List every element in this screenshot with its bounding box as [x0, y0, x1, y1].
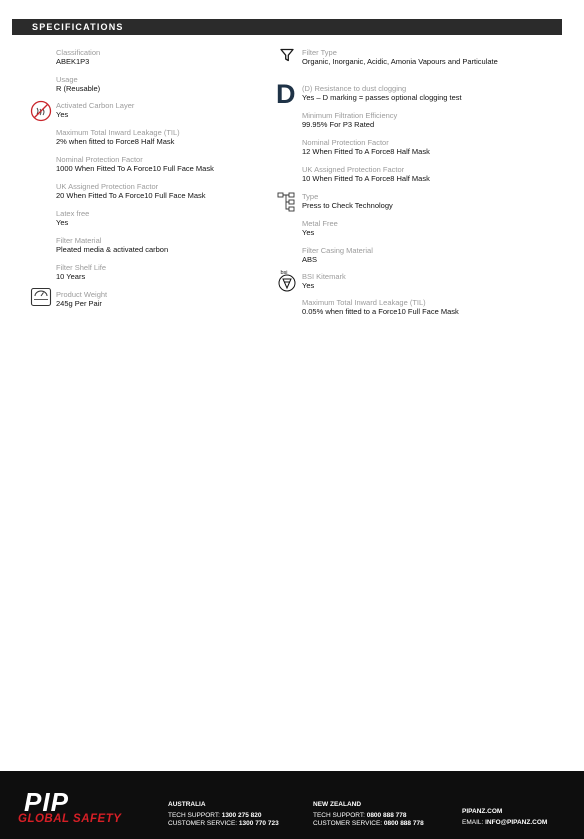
spec-value: 12 When Fitted To A Force8 Half Mask [302, 147, 430, 156]
footer-email[interactable]: EMAIL: INFO@PIPANZ.COM [462, 819, 548, 826]
spec-value: 10 When Fitted To A Force8 Half Mask [302, 174, 430, 183]
spec-value: Yes [302, 228, 315, 237]
logo-tagline: GLOBAL SAFETY [18, 813, 122, 825]
spec-value: Yes – D marking = passes optional clogging test [302, 93, 462, 102]
spec-nominal-protection [56, 155, 276, 182]
spec-label: Filter Casing Material [302, 246, 373, 255]
spec-value: 245g Per Pair [56, 299, 102, 308]
dust-clogging-d-icon: D [276, 79, 296, 109]
spec-value: R (Reusable) [56, 84, 101, 93]
footer-customer-service: CUSTOMER SERVICE: 1300 770 723 [168, 820, 279, 827]
spec-metal-free [302, 219, 532, 246]
spec-nominal-protection-half [302, 138, 532, 165]
spec-label: Latex free [56, 209, 90, 218]
spec-label: BSI Kitemark [302, 272, 346, 281]
spec-dust-clogging [276, 79, 532, 111]
logo-wordmark: PIP [24, 787, 69, 817]
spec-casing-material [302, 246, 532, 272]
spec-label: UK Assigned Protection Factor [302, 165, 405, 174]
spec-product-weight [56, 290, 276, 317]
spec-uk-assigned-half [302, 165, 532, 192]
spec-min-filtration [302, 111, 532, 138]
spec-value: ABS [302, 255, 318, 264]
weighing-scale-icon [30, 287, 52, 307]
spec-label: Maximum Total Inward Leakage (TIL) [302, 298, 426, 307]
spec-label: Classification [56, 48, 101, 57]
right-spec-column [276, 48, 532, 325]
spec-label: Filter Material [56, 236, 102, 245]
no-odour-icon [30, 100, 52, 122]
spec-label: Nominal Protection Factor [56, 155, 143, 164]
spec-value: Pleated media & activated carbon [56, 245, 169, 254]
spec-classification [56, 48, 276, 75]
filter-funnel-icon [280, 48, 294, 62]
spec-filter-material [56, 236, 276, 263]
spec-label: Filter Type [302, 48, 337, 57]
hierarchy-icon [277, 191, 297, 213]
spec-label: Minimum Filtration Efficiency [302, 111, 398, 120]
spec-value: ABEK1P3 [56, 57, 90, 66]
spec-label: (D) Resistance to dust clogging [302, 84, 407, 93]
spec-label: Usage [56, 75, 78, 84]
spec-max-til [56, 128, 276, 155]
spec-label: Metal Free [302, 219, 338, 228]
specifications-header [12, 19, 562, 35]
footer-region-title: AUSTRALIA [168, 801, 206, 808]
spec-label: Type [302, 192, 319, 201]
spec-label: Maximum Total Inward Leakage (TIL) [56, 128, 180, 137]
footer-website-link[interactable]: PIPANZ.COM [462, 808, 503, 815]
spec-value: Yes [56, 110, 69, 119]
spec-value: 99.95% For P3 Rated [302, 120, 375, 129]
spec-label: Filter Shelf Life [56, 263, 107, 272]
spec-type [302, 192, 532, 219]
footer-customer-service: CUSTOMER SERVICE: 0800 888 778 [313, 820, 424, 827]
footer-region-title: NEW ZEALAND [313, 801, 362, 808]
left-spec-column [56, 48, 276, 317]
footer-tech-support: TECH SUPPORT: 0800 888 778 [313, 812, 407, 819]
spec-value: 0.05% when fitted to a Force10 Full Face Mask [302, 307, 459, 316]
spec-bsi-kitemark [280, 270, 532, 298]
section-title: SPECIFICATIONS [32, 22, 124, 32]
spec-max-til-full [302, 298, 532, 325]
spec-label: Activated Carbon Layer [56, 101, 135, 110]
spec-shelf-life [56, 263, 276, 290]
bsi-kitemark-icon [276, 268, 298, 292]
pip-global-safety-logo [18, 787, 148, 827]
spec-label: Nominal Protection Factor [302, 138, 389, 147]
spec-uk-assigned-protection [56, 182, 276, 209]
spec-value: Yes [56, 218, 69, 227]
spec-latex-free [56, 209, 276, 236]
page-footer [0, 771, 584, 839]
spec-value: 20 When Fitted To A Force10 Full Face Mask [56, 191, 206, 200]
spec-filter-type [302, 48, 532, 84]
spec-value: Yes [302, 281, 315, 290]
footer-web-contacts [462, 808, 547, 827]
footer-tech-support: TECH SUPPORT: 1300 275 820 [168, 812, 262, 819]
spec-activated-carbon [56, 101, 276, 128]
spec-value: 1000 When Fitted To A Force10 Full Face Mask [56, 164, 214, 173]
spec-value: Organic, Inorganic, Acidic, Amonia Vapours and Particulate [302, 57, 498, 66]
spec-value: 10 Years [56, 272, 86, 281]
spec-label: Product Weight [56, 290, 108, 299]
footer-nz-contacts [313, 801, 424, 828]
spec-value: Press to Check Technology [302, 201, 393, 210]
spec-label: UK Assigned Protection Factor [56, 182, 159, 191]
spec-value: 2% when fitted to Force8 Half Mask [56, 137, 175, 146]
footer-australia-contacts [168, 801, 279, 828]
spec-usage [56, 75, 276, 101]
svg-text:bsi: bsi [280, 270, 288, 276]
